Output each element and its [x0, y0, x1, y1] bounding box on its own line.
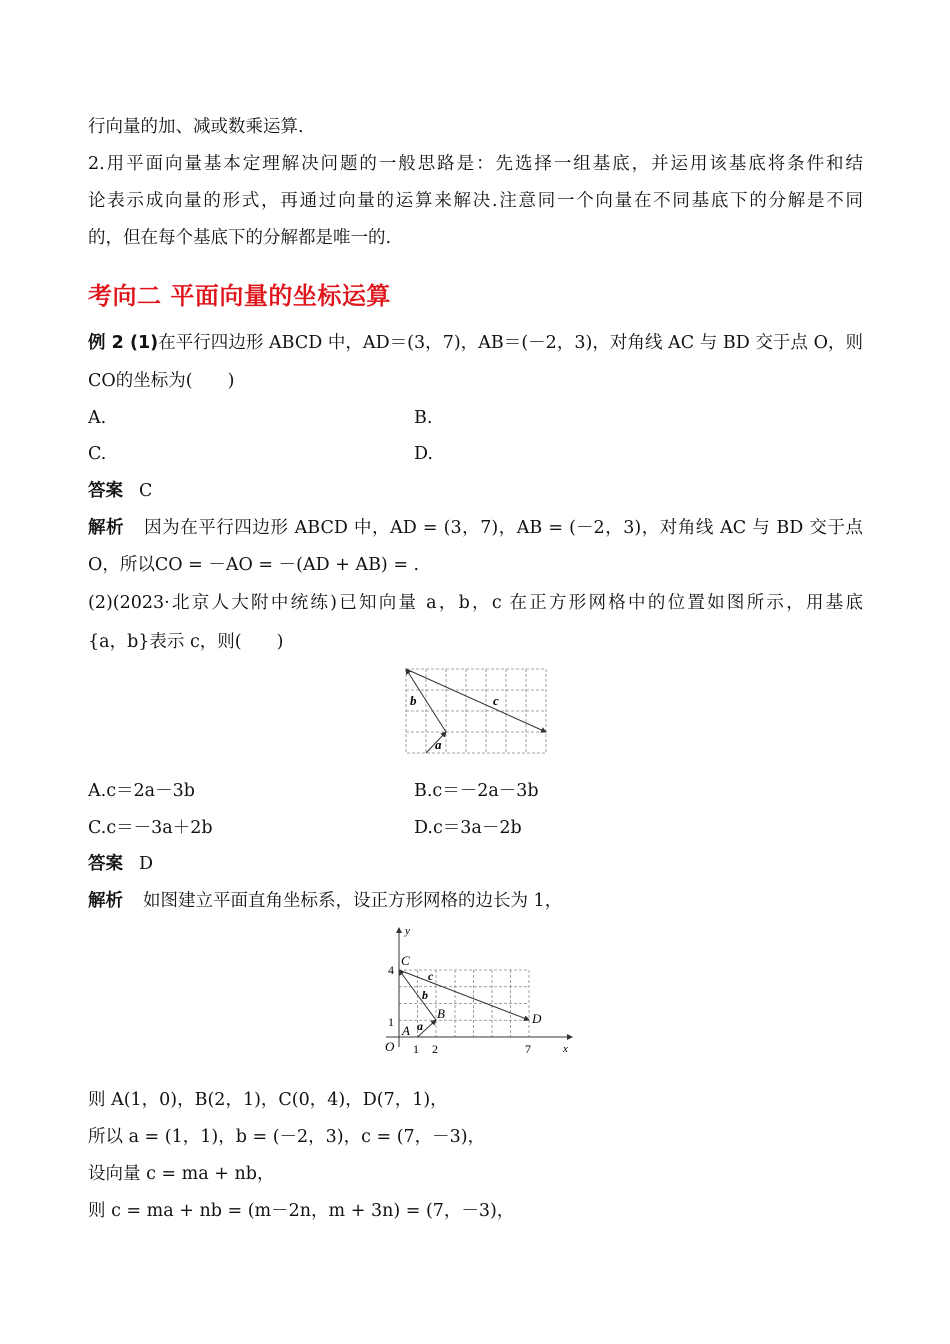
ex2-answer-value: D	[139, 854, 154, 874]
ex2-question-line-2: {a，b}表示 c，则( )	[88, 632, 284, 652]
ex2-question-line-1: (2)(2023·北京人大附中统练)已知向量 a，b，c 在正方形网格中的位置如图所示，用基底	[88, 593, 863, 613]
tick-x7: 7	[525, 1042, 531, 1056]
ex1-analysis-line-2: O，所以CO = －AO = －(AD + AB) = .	[88, 555, 420, 575]
coord-vector-b-label: b	[422, 988, 428, 1002]
y-axis-label: y	[405, 925, 410, 937]
point-d-label: D	[532, 1011, 542, 1026]
intro-line-2: 2.用平面向量基本定理解决问题的一般思路是：先选择一组基底，并运用该基底将条件和结	[88, 154, 863, 174]
x-axis-label: x	[563, 1043, 568, 1055]
ex2-analysis-line-1	[88, 889, 562, 913]
ex2-option-b: B.c＝－2a－3b	[414, 781, 539, 801]
ex2-option-c: C.c＝－3a＋2b	[88, 818, 213, 838]
intro-line-3: 论表示成向量的形式，再通过向量的运算来解决.注意同一个向量在不同基底下的分解是不同	[88, 191, 863, 211]
result-line-4: 则 c = ma + nb = (m－2n，m + 3n) = (7，－3)，	[88, 1201, 515, 1221]
ex1-option-b: B.	[414, 408, 433, 428]
intro-line-4: 的，但在每个基底下的分解都是唯一的.	[88, 228, 392, 248]
result-line-3: 设向量 c = ma + nb，	[88, 1164, 275, 1184]
tick-x1: 1	[413, 1042, 419, 1056]
section-heading: 考向二 平面向量的坐标运算	[88, 282, 391, 310]
coord-vector-a-label: a	[417, 1019, 423, 1033]
ex1-question-line-1	[88, 331, 863, 355]
grid-lines	[406, 669, 546, 753]
result-line-1: 则 A(1，0)，B(2，1)，C(0，4)，D(7，1)，	[88, 1090, 448, 1110]
tick-y1: 1	[388, 1015, 394, 1029]
ex2-answer-label: 答案	[88, 854, 123, 874]
ex1-lead: 例 2 (1)	[88, 333, 159, 353]
ex1-question-line-2: CO的坐标为( )	[88, 371, 235, 391]
ex2-analysis-text: 如图建立平面直角坐标系，设正方形网格的边长为 1，	[143, 891, 563, 911]
coordinate-figure	[380, 922, 580, 1060]
coord-vector-c	[399, 970, 529, 1020]
ex1-analysis-line-1	[88, 516, 863, 540]
ex2-option-d: D.c＝3a－2b	[414, 818, 522, 838]
ex1-question-text: 在平行四边形 ABCD 中，AD＝(3，7)，AB＝(－2，3)，对角线 AC 与 BD 交于点 O，则	[158, 333, 863, 353]
ex2-analysis-label: 解析	[88, 891, 123, 911]
vector-grid-figure	[398, 665, 554, 757]
point-c-label: C	[401, 953, 410, 968]
ex1-option-a: A.	[88, 408, 107, 428]
ex1-option-d: D.	[414, 444, 433, 464]
point-b-label: B	[437, 1006, 445, 1021]
intro-line-1: 行向量的加、减或数乘运算.	[88, 117, 304, 137]
ex1-answer-value: C	[139, 481, 153, 501]
result-line-2: 所以 a = (1，1)，b = (－2，3)，c = (7，－3)，	[88, 1127, 486, 1147]
vector-a-label: a	[435, 737, 442, 752]
point-a-label: A	[402, 1023, 410, 1038]
ex1-analysis-label: 解析	[88, 518, 125, 538]
origin-label: O	[385, 1039, 395, 1054]
ex2-answer	[88, 852, 153, 876]
vector-b-label: b	[410, 693, 417, 708]
ex1-answer	[88, 479, 152, 503]
vector-c-arrow	[406, 669, 546, 732]
vector-c-label: c	[493, 693, 499, 708]
ex1-analysis-text: 因为在平行四边形 ABCD 中，AD = (3，7)，AB = (－2，3)，对角线 AC 与 BD 交于点	[144, 518, 863, 538]
ex1-answer-label: 答案	[88, 481, 123, 501]
ex1-option-c: C.	[88, 444, 107, 464]
coord-vector-c-label: c	[428, 969, 434, 983]
tick-y4: 4	[388, 963, 394, 977]
tick-x2: 2	[432, 1042, 438, 1056]
ex2-option-a: A.c＝2a－3b	[88, 781, 195, 801]
